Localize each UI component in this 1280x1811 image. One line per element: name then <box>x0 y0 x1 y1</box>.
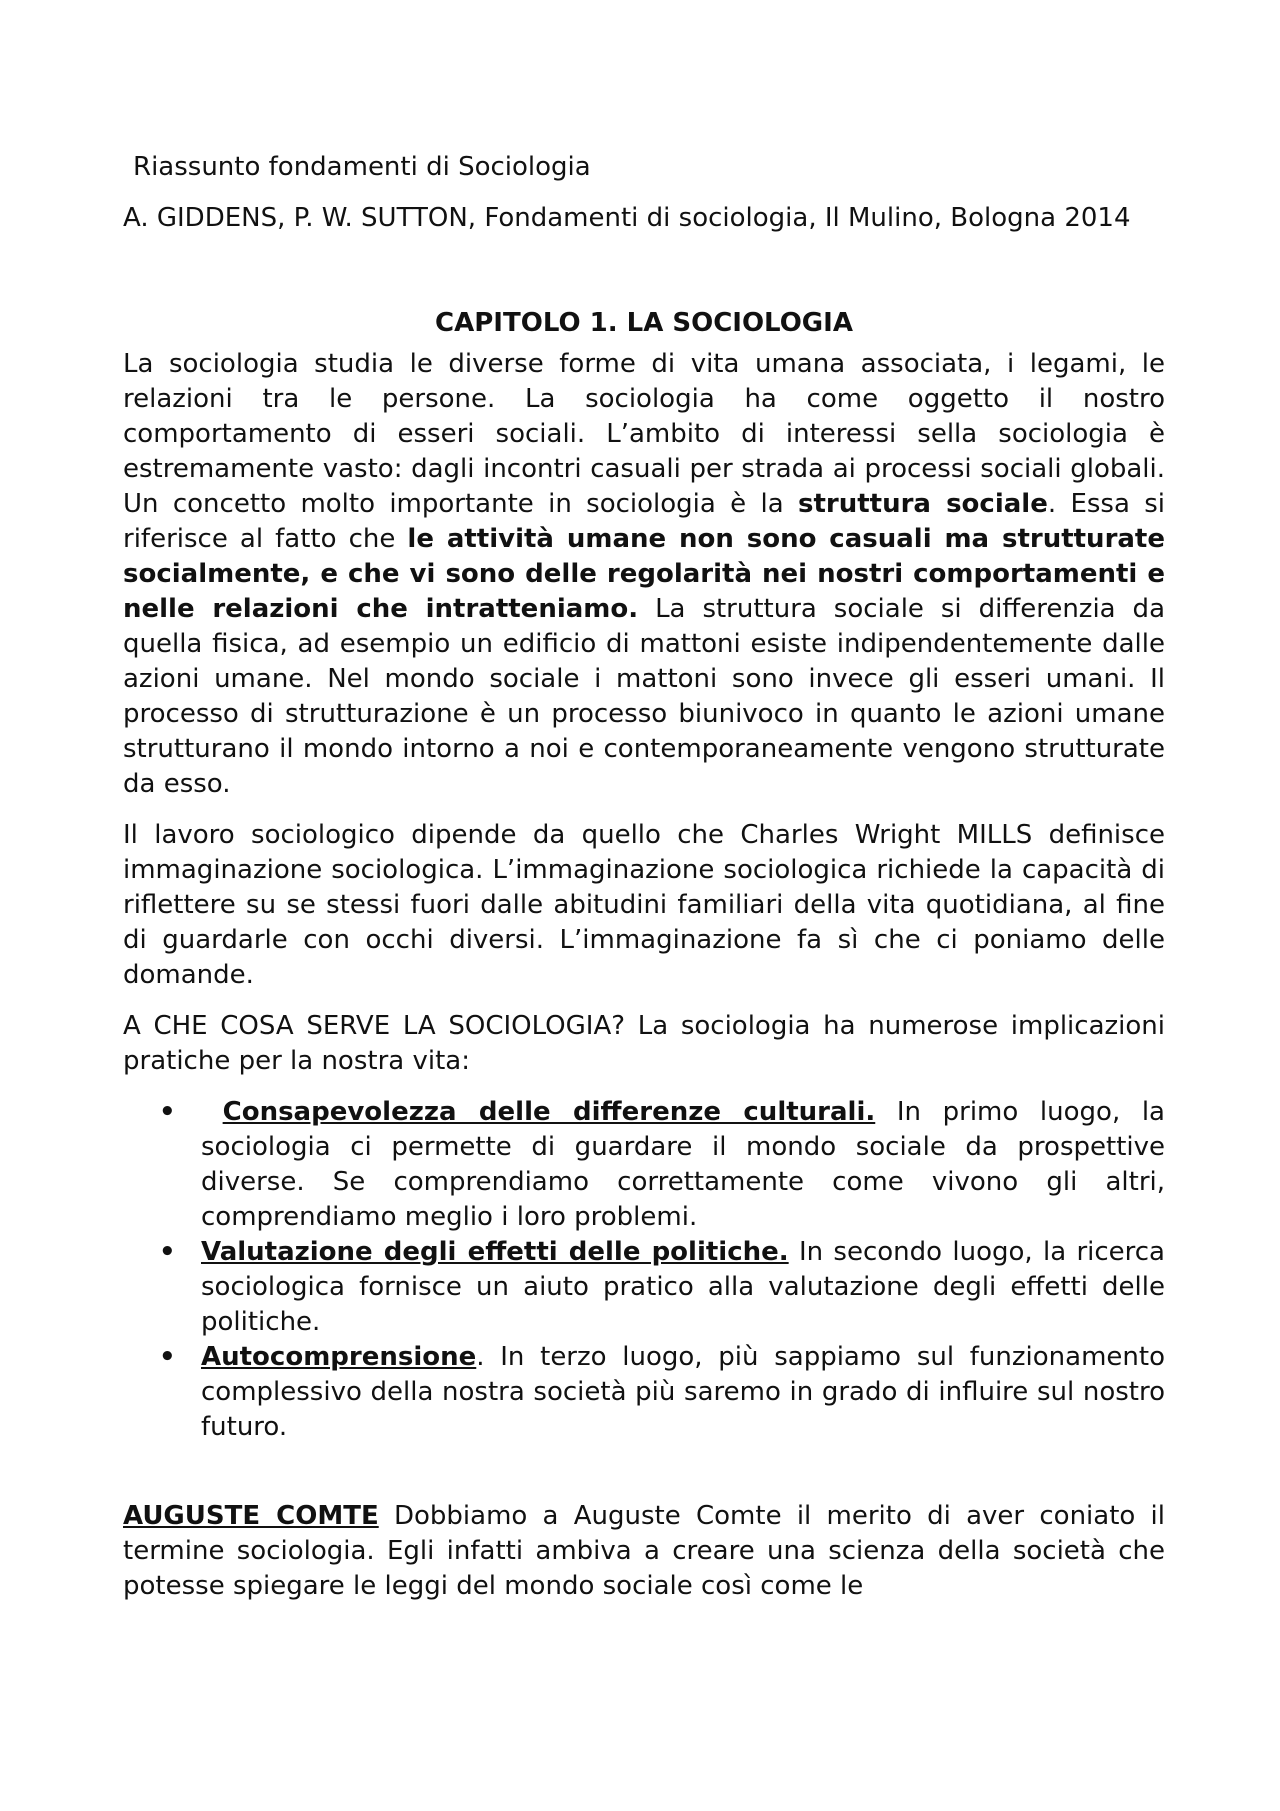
paragraph-text: A CHE COSA SERVE LA SOCIOLOGIA? La sociologia ha numerose implicazioni pratiche per la nostra vita: <box>123 1011 1165 1076</box>
document-title: Riassunto fondamenti di Sociologia <box>133 152 591 182</box>
list-item <box>123 1340 1165 1445</box>
bibliographic-reference: A. GIDDENS, P. W. SUTTON, Fondamenti di sociologia, Il Mulino, Bologna 2014 <box>123 203 1131 233</box>
paragraph-comte <box>123 1499 1165 1604</box>
bullet-heading: Consapevolezza delle differenze culturali. <box>222 1097 876 1127</box>
bullet-heading: Autocomprensione <box>201 1342 477 1372</box>
paragraph-imagination: Il lavoro sociologico dipende da quello che Charles Wright MILLS definisce immaginazione sociologica. L’immaginazione sociologica richiede la capacità di riflettere su se stessi fuori dalle abitudini familiari della vita quotidiana, al fine di guardarle con occhi diversi. L’immaginazione fa sì che ci poniamo delle domande. <box>123 820 1165 990</box>
comte-heading: AUGUSTE COMTE <box>123 1501 379 1531</box>
chapter-heading: CAPITOLO 1. LA SOCIOLOGIA <box>435 308 853 338</box>
paragraph-text: La struttura sociale si differenzia da quella fisica, ad esempio un edificio di mattoni esiste indipendentemente dalle azioni umane. Nel mondo sociale i mattoni sono invece gli esseri umani. Il processo di strutturazione è un processo biunivoco in quanto le azioni umane strutturano il mondo intorno a noi e contemporaneamente vengono strutturate da esso. <box>123 594 1165 799</box>
bold-definition: le attività umane non sono casuali ma strutturate socialmente, e che vi sono delle regolarità nei nostri comportamenti e nelle relazioni che intratteniamo. <box>123 524 1165 624</box>
bullet-text: In primo luogo, la sociologia ci permette di guardare il mondo sociale da prospettive diverse. Se comprendiamo correttamente come vivono gli altri, comprendiamo meglio i loro problemi. <box>201 1097 1165 1232</box>
paragraph-structure <box>123 347 1165 802</box>
bullet-list <box>123 1095 1165 1445</box>
bullet-marker: • <box>159 1342 176 1372</box>
paragraph-purpose <box>123 1009 1165 1079</box>
bullet-text: In secondo luogo, la ricerca sociologica fornisce un aiuto pratico alla valutazione degli effetti delle politiche. <box>201 1237 1165 1337</box>
paragraph-text: Dobbiamo a Auguste Comte il merito di aver coniato il termine sociologia. Egli infatti ambiva a creare una scienza della società che potesse spiegare le leggi del mondo sociale così come le <box>123 1501 1166 1601</box>
list-item <box>123 1235 1165 1340</box>
bullet-marker: • <box>159 1237 176 1267</box>
paragraph-text: . Essa si riferisce al fatto che <box>123 489 1165 554</box>
bold-term-social-structure: struttura sociale <box>797 489 1048 519</box>
bullet-heading: Valutazione degli effetti delle politiche. <box>201 1237 789 1267</box>
bullet-marker: • <box>159 1097 176 1127</box>
bullet-text: . In terzo luogo, più sappiamo sul funzionamento complessivo della nostra società più saremo in grado di influire sul nostro futuro. <box>201 1342 1165 1442</box>
paragraph-text: La sociologia studia le diverse forme di vita umana associata, i legami, le relazioni tra le persone. La sociologia ha come oggetto il nostro comportamento di esseri sociali. L’ambito di interessi sella sociologia è estremamente vasto: dagli incontri casuali per strada ai processi sociali globali. Un concetto molto importante in sociologia è la <box>123 349 1165 519</box>
document-body <box>123 150 1165 1604</box>
list-item <box>123 1095 1165 1235</box>
